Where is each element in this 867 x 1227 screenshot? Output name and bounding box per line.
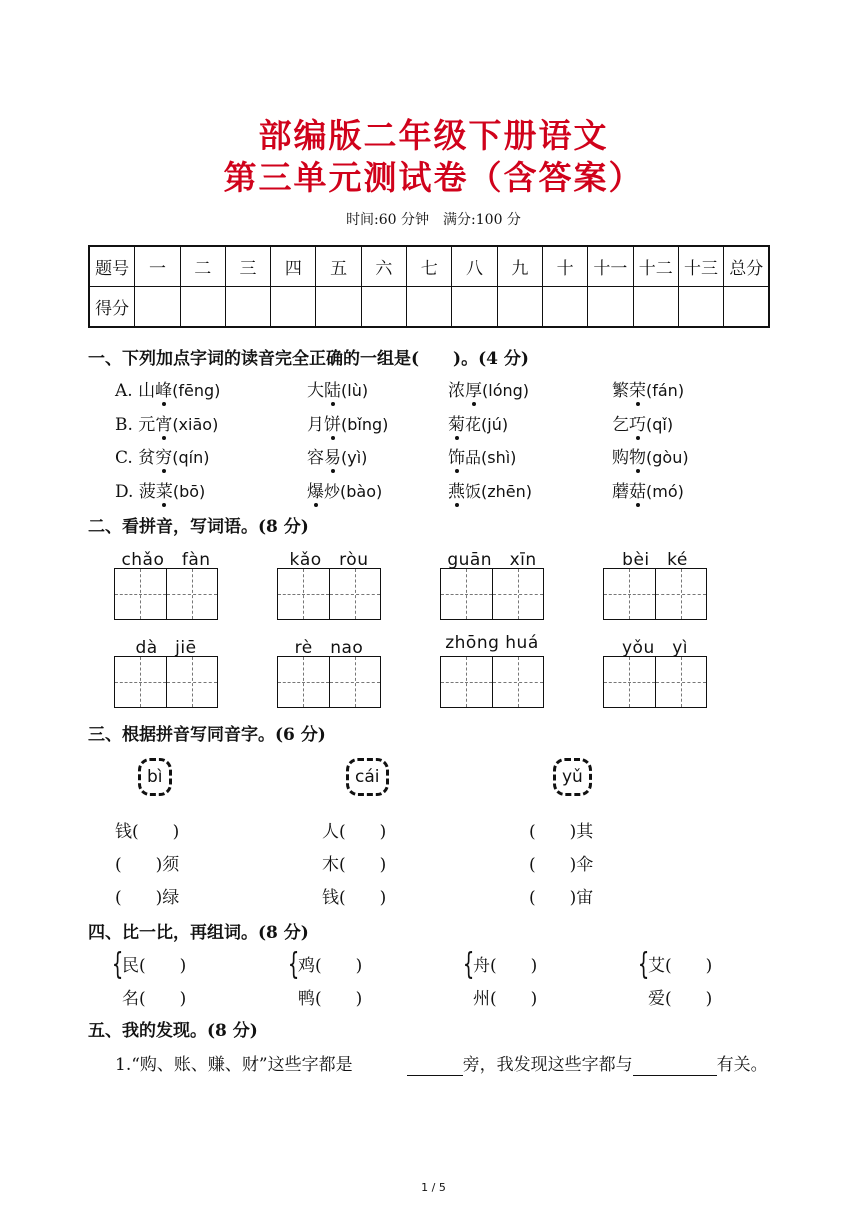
homophone-blank[interactable]: ( )其 — [529, 822, 594, 842]
score-cell[interactable] — [497, 287, 542, 328]
option-word — [115, 376, 220, 401]
score-header-cell: 八 — [452, 246, 497, 287]
compare-word-blank[interactable]: 州( ) — [473, 989, 538, 1009]
option-word-text: 月 — [307, 415, 324, 435]
score-cell[interactable] — [542, 287, 587, 328]
option-word — [307, 376, 368, 401]
compare-word-blank[interactable]: 鸭( ) — [298, 989, 363, 1009]
homophone-blank[interactable]: 钱( ) — [322, 888, 387, 908]
option-word-text: 购 — [612, 448, 629, 468]
option-word — [115, 443, 209, 468]
pinyin-prompt: yǒu yì — [621, 638, 689, 658]
option-word-text: 容 — [307, 448, 324, 468]
writing-grid[interactable] — [277, 656, 381, 708]
option-pinyin: 花(jú) — [465, 415, 509, 434]
question-5-text-c: 有关。 — [716, 1055, 768, 1075]
score-header-cell: 九 — [497, 246, 542, 287]
question-2-title: 二、看拼音，写词语。(8 分) — [88, 517, 309, 537]
score-header-cell: 二 — [180, 246, 225, 287]
brace-icon: { — [462, 947, 475, 982]
compare-word-blank[interactable]: 舟( ) — [473, 956, 538, 976]
title-line-2: 第三单元测试卷（含答案） — [223, 158, 644, 197]
writing-grid[interactable] — [277, 568, 381, 620]
score-cell[interactable] — [407, 287, 452, 328]
option-pinyin: (bǐng) — [341, 415, 389, 434]
score-table — [88, 245, 770, 328]
option-word-text: C. 贫 — [115, 448, 156, 468]
score-header-cell: 三 — [225, 246, 270, 287]
score-cell[interactable] — [316, 287, 361, 328]
pinyin-badge: yǔ — [553, 758, 592, 796]
option-word-text: 繁 — [612, 381, 629, 401]
option-word-text: A. 山 — [115, 381, 156, 401]
pinyin-prompt: zhōng huá — [445, 633, 539, 653]
option-word — [115, 410, 218, 435]
question-5-text — [115, 1050, 768, 1076]
score-header-cell: 十三 — [678, 246, 723, 287]
compare-word-blank[interactable]: 鸡( ) — [298, 956, 363, 976]
brace-icon: { — [111, 947, 124, 982]
option-pinyin: (gòu) — [646, 448, 689, 467]
option-pinyin: (yì) — [341, 448, 368, 467]
homophone-blank[interactable]: ( )须 — [115, 855, 180, 875]
option-pinyin: 品(shì) — [465, 448, 517, 467]
score-header-cell: 十二 — [633, 246, 678, 287]
score-cell[interactable] — [724, 287, 770, 328]
writing-grid[interactable] — [603, 656, 707, 708]
dotted-char: 穷 — [155, 443, 172, 468]
pinyin-prompt: bèi ké — [622, 550, 688, 570]
score-header-cell: 七 — [407, 246, 452, 287]
radical-blank[interactable] — [407, 1055, 463, 1076]
pinyin-prompt: chǎo fàn — [121, 550, 211, 570]
option-word — [612, 443, 689, 468]
page-number: 1 / 5 — [421, 1181, 446, 1194]
option-pinyin: (bō) — [172, 482, 206, 501]
option-pinyin: (lù) — [341, 381, 369, 400]
pinyin-prompt: rè nao — [294, 638, 364, 658]
dotted-char: 爆 — [307, 477, 324, 502]
writing-grid[interactable] — [114, 568, 218, 620]
dotted-char: 饰 — [448, 443, 465, 468]
option-word — [307, 477, 382, 502]
dotted-char: 物 — [629, 443, 646, 468]
option-pinyin: 炒(bào) — [324, 482, 383, 501]
score-cell[interactable] — [678, 287, 723, 328]
option-word — [115, 477, 205, 502]
homophone-blank[interactable]: ( )宙 — [529, 888, 594, 908]
option-word — [448, 410, 508, 435]
question-5-text-a: 1.“购、账、赚、财”这些字都是 — [115, 1055, 353, 1075]
pinyin-badge: bì — [138, 758, 172, 796]
writing-grid[interactable] — [440, 568, 544, 620]
option-pinyin: (xiāo) — [172, 415, 219, 434]
score-header-cell: 五 — [316, 246, 361, 287]
option-word — [612, 410, 673, 435]
homophone-blank[interactable]: 人( ) — [322, 822, 387, 842]
question-1-title: 一、下列加点字词的读音完全正确的一组是( )。(4 分) — [88, 349, 529, 369]
question-4-title: 四、比一比，再组词。(8 分) — [88, 923, 309, 943]
compare-word-blank[interactable]: 名( ) — [122, 989, 187, 1009]
compare-word-blank[interactable]: 爱( ) — [648, 989, 713, 1009]
question-3-title: 三、根据拼音写同音字。(6 分) — [88, 725, 326, 745]
option-word — [307, 443, 367, 468]
score-cell[interactable] — [452, 287, 497, 328]
option-word-text: D. 菠 — [115, 482, 156, 502]
score-cell[interactable] — [180, 287, 225, 328]
question-5-text-b: 旁，我发现这些字都与 — [462, 1055, 633, 1075]
title-line-1: 部编版二年级下册语文 — [258, 116, 609, 155]
score-cell[interactable] — [271, 287, 316, 328]
score-header-cell: 六 — [361, 246, 406, 287]
option-pinyin: (lóng) — [482, 381, 530, 400]
homophone-blank[interactable]: ( )伞 — [529, 855, 594, 875]
score-header-cell: 题号 — [89, 246, 135, 287]
option-pinyin: (qǐ) — [646, 415, 674, 434]
dotted-char: 厚 — [465, 376, 482, 401]
dotted-char: 饼 — [324, 410, 341, 435]
option-word — [448, 443, 516, 468]
dotted-char: 燕 — [448, 477, 465, 502]
option-word-text: 浓 — [448, 381, 465, 401]
option-pinyin: (mó) — [646, 482, 684, 501]
writing-grid[interactable] — [440, 656, 544, 708]
option-word-text: 乞 — [612, 415, 629, 435]
score-cell[interactable] — [361, 287, 406, 328]
dotted-char: 易 — [324, 443, 341, 468]
pinyin-prompt: dà jiē — [135, 638, 197, 658]
dotted-char: 菇 — [629, 477, 646, 502]
homophone-blank[interactable]: 木( ) — [322, 855, 387, 875]
score-value-row — [89, 287, 769, 328]
score-header-cell: 总分 — [724, 246, 770, 287]
homophone-blank[interactable]: ( )绿 — [115, 888, 180, 908]
pinyin-prompt: kǎo ròu — [289, 550, 369, 570]
score-header-cell: 四 — [271, 246, 316, 287]
dotted-char: 荣 — [629, 376, 646, 401]
option-word-text: B. 元 — [115, 415, 156, 435]
exam-info: 时间:60 分钟 满分:100 分 — [346, 212, 521, 228]
writing-grid[interactable] — [603, 568, 707, 620]
score-cell[interactable] — [135, 287, 180, 328]
option-word — [612, 477, 684, 502]
option-word — [448, 376, 529, 401]
question-5-title: 五、我的发现。(8 分) — [88, 1021, 258, 1041]
score-row-label: 得分 — [89, 287, 135, 328]
option-word — [448, 477, 532, 502]
score-header-cell: 一 — [135, 246, 180, 287]
brace-icon: { — [637, 947, 650, 982]
compare-word-blank[interactable]: 艾( ) — [648, 956, 713, 976]
score-header-row — [89, 246, 769, 287]
dotted-char: 菜 — [156, 477, 173, 502]
option-pinyin: 饭(zhēn) — [465, 482, 533, 501]
option-word — [307, 410, 388, 435]
score-header-cell: 十一 — [588, 246, 633, 287]
dotted-char: 宵 — [155, 410, 172, 435]
homophone-blank[interactable]: 钱( ) — [115, 822, 180, 842]
score-header-cell: 十 — [542, 246, 587, 287]
option-pinyin: (fán) — [646, 381, 685, 400]
dotted-char: 峰 — [155, 376, 172, 401]
meaning-blank[interactable] — [633, 1055, 717, 1076]
score-cell[interactable] — [588, 287, 633, 328]
dotted-char: 菊 — [448, 410, 465, 435]
score-cell[interactable] — [225, 287, 270, 328]
option-word — [612, 376, 684, 401]
brace-icon: { — [287, 947, 300, 982]
option-word-text: 大 — [307, 381, 324, 401]
compare-word-blank[interactable]: 民( ) — [122, 956, 187, 976]
dotted-char: 巧 — [629, 410, 646, 435]
pinyin-badge: cái — [346, 758, 389, 796]
score-cell[interactable] — [633, 287, 678, 328]
option-pinyin: (fēng) — [172, 381, 221, 400]
dotted-char: 陆 — [324, 376, 341, 401]
pinyin-prompt: guān xīn — [447, 550, 537, 570]
option-word-text: 蘑 — [612, 482, 629, 502]
option-pinyin: (qín) — [172, 448, 210, 467]
writing-grid[interactable] — [114, 656, 218, 708]
